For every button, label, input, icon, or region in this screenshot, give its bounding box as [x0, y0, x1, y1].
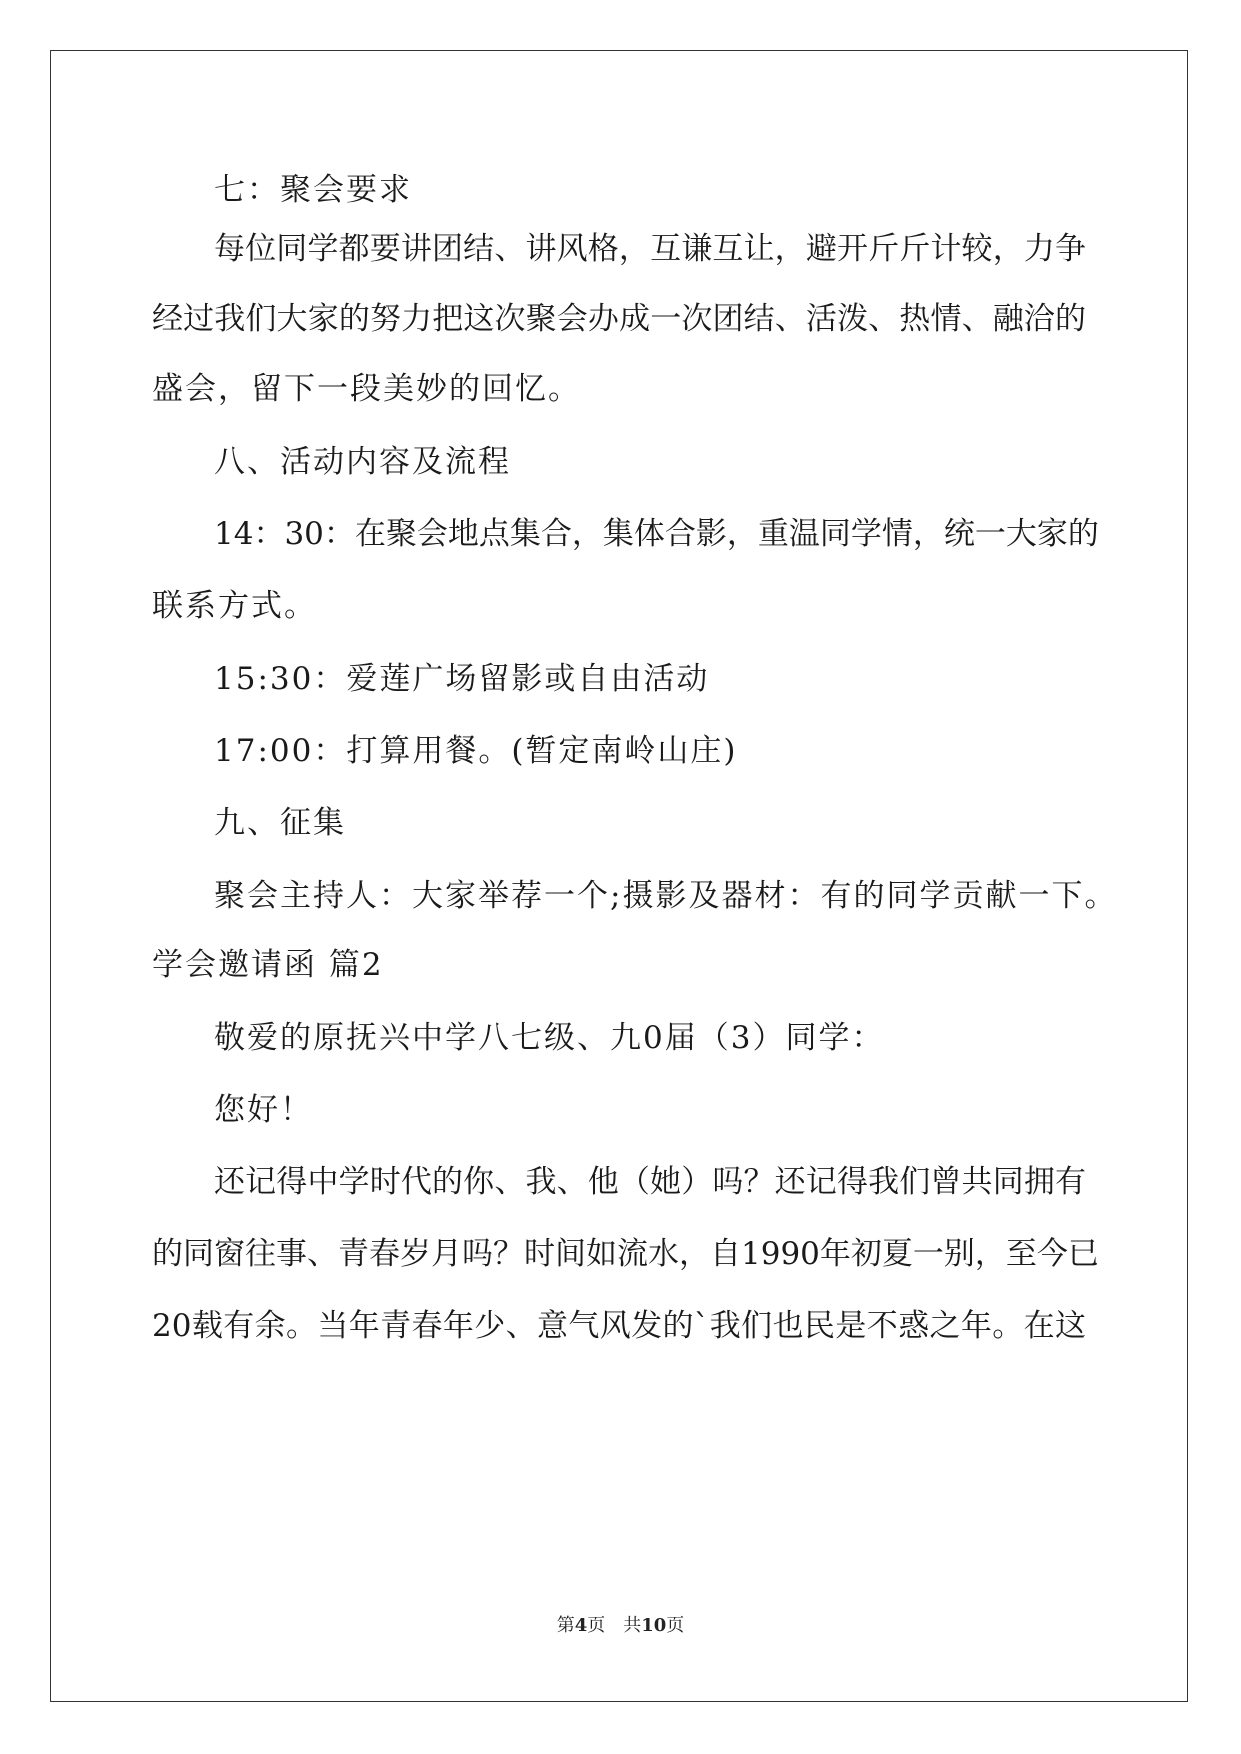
paragraph-line: 聚会主持人：大家举荐一个;摄影及器材：有的同学贡献一下。: [214, 878, 1118, 914]
greeting: 您好！: [214, 1092, 313, 1128]
section-heading-collection: 九、征集: [214, 805, 346, 841]
salutation: 敬爱的原抚兴中学八七级、九0届（3）同学：: [214, 1020, 885, 1056]
paragraph-line: 20载有余。当年青春年少、意气风发的`我们也民是不惑之年。在这: [152, 1308, 1086, 1344]
paragraph-line: 经过我们大家的努力把这次聚会办成一次团结、活泼、热情、融洽的: [152, 301, 1086, 337]
paragraph-line: 盛会，留下一段美妙的回忆。: [152, 371, 581, 407]
paragraph-line: 14：30：在聚会地点集合，集体合影，重温同学情，统一大家的: [214, 516, 1099, 552]
footer-page-prefix: 第: [556, 1615, 575, 1636]
paragraph-line: 联系方式。: [152, 588, 317, 624]
paragraph-line: 的同窗往事、青春岁月吗？时间如流水，自1990年初夏一别，至今已: [152, 1236, 1099, 1272]
footer-total-prefix: 共: [623, 1615, 642, 1636]
page-footer: [0, 1614, 1241, 1638]
paragraph-line: 还记得中学时代的你、我、他（她）吗？还记得我们曾共同拥有: [214, 1164, 1086, 1200]
footer-total-pages: 10: [641, 1615, 667, 1636]
footer-total-unit: 页: [666, 1615, 685, 1636]
schedule-item: 15:30：爱莲广场留影或自由活动: [214, 661, 710, 697]
section-heading-activities: 八、活动内容及流程: [214, 444, 511, 480]
section-heading-requirements: 七：聚会要求: [214, 172, 412, 208]
paragraph-line: 每位同学都要讲团结、讲风格，互谦互让，避开斤斤计较，力争: [214, 231, 1086, 267]
footer-page-unit: 页: [587, 1615, 606, 1636]
article-title: 学会邀请函 篇2: [152, 947, 384, 983]
footer-page-number: 4: [574, 1615, 588, 1636]
schedule-item: 17:00：打算用餐。(暂定南岭山庄): [214, 733, 738, 769]
